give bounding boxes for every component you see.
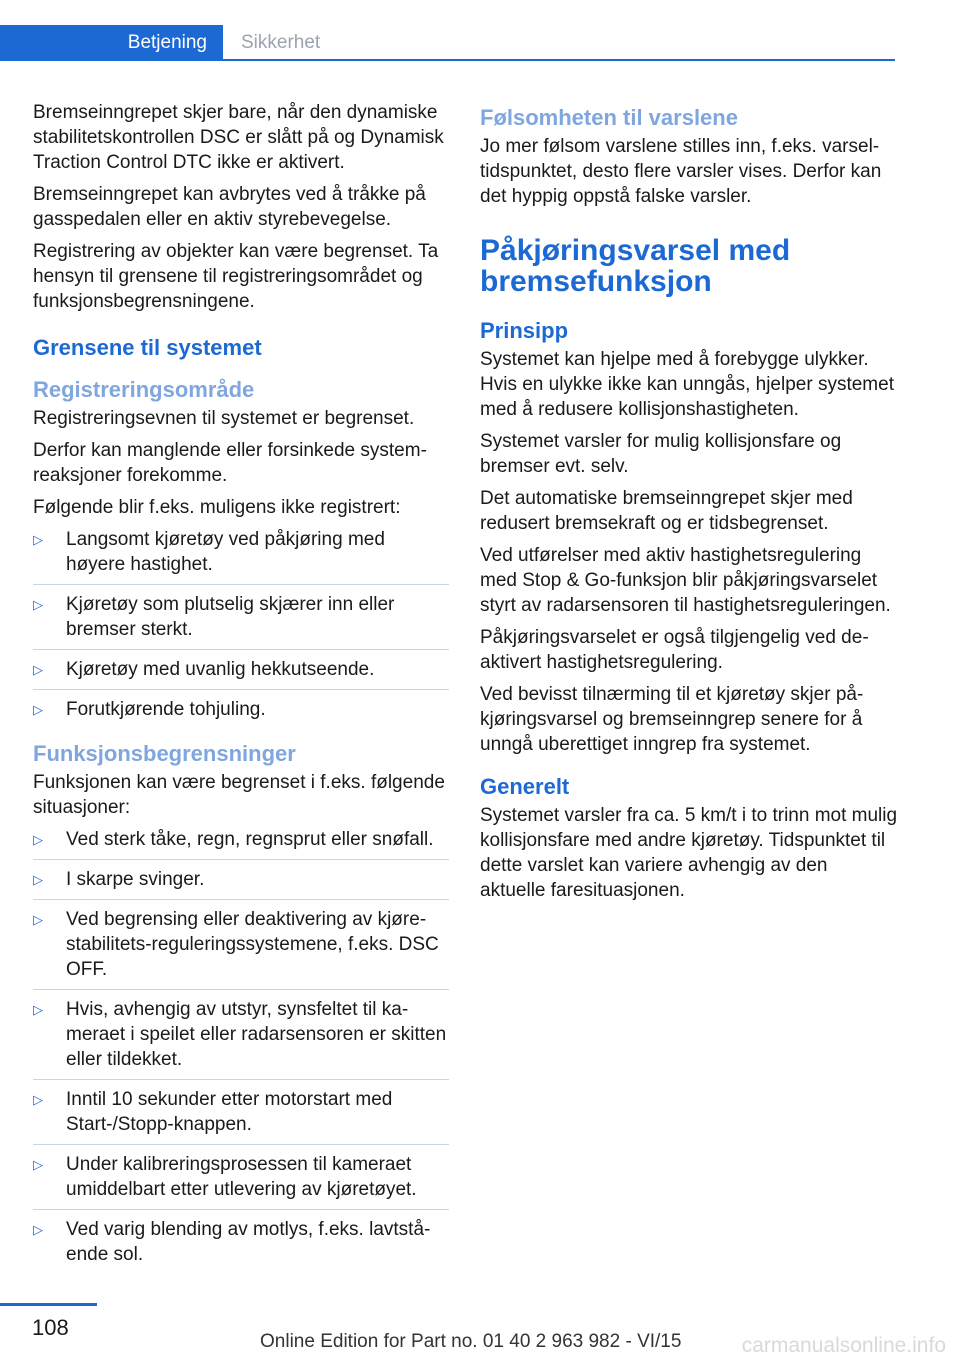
subheading-sensitivity: Følsomheten til varslene xyxy=(480,105,738,130)
triangle-bullet-icon: ▷ xyxy=(33,832,43,847)
bullet-list-situations xyxy=(33,827,449,1267)
triangle-bullet-icon: ▷ xyxy=(33,1002,43,1017)
list-item: ▷ Kjøretøy med uvanlig hekkutseende. xyxy=(33,649,449,682)
triangle-bullet-icon: ▷ xyxy=(33,702,43,717)
list-item: ▷ Under kalibreringsprosessen til kameraet umiddelbart etter utlevering av kjøretøyet. xyxy=(33,1144,449,1202)
bullet-list-detection xyxy=(33,527,449,722)
triangle-bullet-icon: ▷ xyxy=(33,1222,43,1237)
paragraph: Derfor kan manglende eller forsinkede systemreaksjoner forekomme. xyxy=(33,440,427,486)
paragraph: Funksjonen kan være begrenset i f.eks. følgende situasjoner: xyxy=(33,772,445,818)
list-item: ▷ Ved sterk tåke, regn, regnsprut eller snøfall. xyxy=(33,829,434,850)
list-item: ▷ Forutkjørende tohjuling. xyxy=(33,689,449,722)
triangle-bullet-icon: ▷ xyxy=(33,1157,43,1172)
paragraph: Påkjøringsvarselet er også tilgjengelig ved deaktivert hastighetsregulering. xyxy=(480,627,869,673)
paragraph: Systemet varsler for mulig kollisjonsfare og bremser evt. selv. xyxy=(480,431,842,477)
main-heading-collision-warning: Påkjøringsvarsel med bremsefunksjon xyxy=(480,234,791,298)
paragraph: Det automatiske bremseinngrepet skjer med redusert bremsekraft og er tidsbegrenset. xyxy=(480,488,853,534)
subheading-principle: Prinsipp xyxy=(480,318,569,343)
tab-betjening[interactable]: Betjening xyxy=(0,25,223,61)
right-column xyxy=(480,100,898,910)
subheading-range: Registreringsområde xyxy=(33,377,255,402)
page-number: 108 xyxy=(32,1315,69,1340)
triangle-bullet-icon: ▷ xyxy=(33,1092,43,1107)
list-item: ▷ Ved begrensing eller deaktivering av kjørestabilitets-reguleringssystemene, f.eks. DSC OFF. xyxy=(33,899,449,982)
edition-footer: Online Edition for Part no. 01 40 2 963 982 - VI/15 xyxy=(260,1331,682,1352)
paragraph: Bremseinngrepet kan avbrytes ved å tråkke på gasspedalen eller en aktiv styrebevegelse. xyxy=(33,184,426,230)
list-item: ▷ Hvis, avhengig av utstyr, synsfeltet til kameraet i speilet eller radarsensoren er skitten eller tildekket. xyxy=(33,989,449,1072)
paragraph: Ved utførelser med aktiv hastighetsregulering med Stop & Go-funksjon blir påkjøringsvarselet styrt av radarsensoren til hastighetsreguleringen. xyxy=(480,545,891,616)
triangle-bullet-icon: ▷ xyxy=(33,912,43,927)
paragraph: Systemet kan hjelpe med å forebygge ulykker. Hvis en ulykke ikke kan unngås, hjelper systemet med å redusere kollisjonshastigheten. xyxy=(480,349,894,420)
header-rule xyxy=(223,59,895,61)
list-item: ▷ I skarpe svinger. xyxy=(33,859,449,892)
paragraph: Følgende blir f.eks. muligens ikke registrert: xyxy=(33,497,401,518)
triangle-bullet-icon: ▷ xyxy=(33,872,43,887)
subheading-function-limits: Funksjonsbegrensninger xyxy=(33,741,296,766)
left-column xyxy=(33,100,449,1267)
page-header xyxy=(0,25,895,61)
list-item: ▷ Inntil 10 sekunder etter motorstart med Start-/Stopp-knappen. xyxy=(33,1079,449,1137)
paragraph: Registreringsevnen til systemet er begrenset. xyxy=(33,408,415,429)
triangle-bullet-icon: ▷ xyxy=(33,597,43,612)
triangle-bullet-icon: ▷ xyxy=(33,662,43,677)
list-item: ▷ Langsomt kjøretøy ved påkjøring med høyere hastighet. xyxy=(33,529,385,575)
list-item: ▷ Ved varig blending av motlys, f.eks. lavtstående sol. xyxy=(33,1209,449,1267)
footer-rule xyxy=(0,1303,97,1306)
paragraph: Jo mer følsom varslene stilles inn, f.eks. varseltidspunktet, desto flere varsler vises. Derfor kan det hyppig oppstå falske varsler. xyxy=(480,136,882,207)
tab-sikkerhet[interactable]: Sikkerhet xyxy=(241,32,321,53)
subheading-general: Generelt xyxy=(480,774,570,799)
watermark: carmanualsonline.info xyxy=(741,1334,946,1357)
section-heading-limits: Grensene til systemet xyxy=(33,335,262,360)
paragraph: Bremseinngrepet skjer bare, når den dynamiske stabilitetskontrollen DSC er slått på og Dynamisk Traction Control DTC ikke er aktivert. xyxy=(33,102,444,173)
list-item: ▷ Kjøretøy som plutselig skjærer inn eller bremser sterkt. xyxy=(33,584,449,642)
paragraph: Ved bevisst tilnærming til et kjøretøy skjer påkjøringsvarsel og bremseinngrep senere for å unngå uberettiget inngrep fra systemet. xyxy=(480,684,864,755)
triangle-bullet-icon: ▷ xyxy=(33,532,43,547)
paragraph: Systemet varsler fra ca. 5 km/t i to trinn mot mulig kollisjonsfare med andre kjøretøy. Tidspunktet til dette varslet kan variere avhengig av den aktuelle faresituasjonen. xyxy=(480,805,898,901)
paragraph: Registrering av objekter kan være begrenset. Ta hensyn til grensene til registreringsområdet og funksjonsbegrensningene. xyxy=(33,241,439,312)
